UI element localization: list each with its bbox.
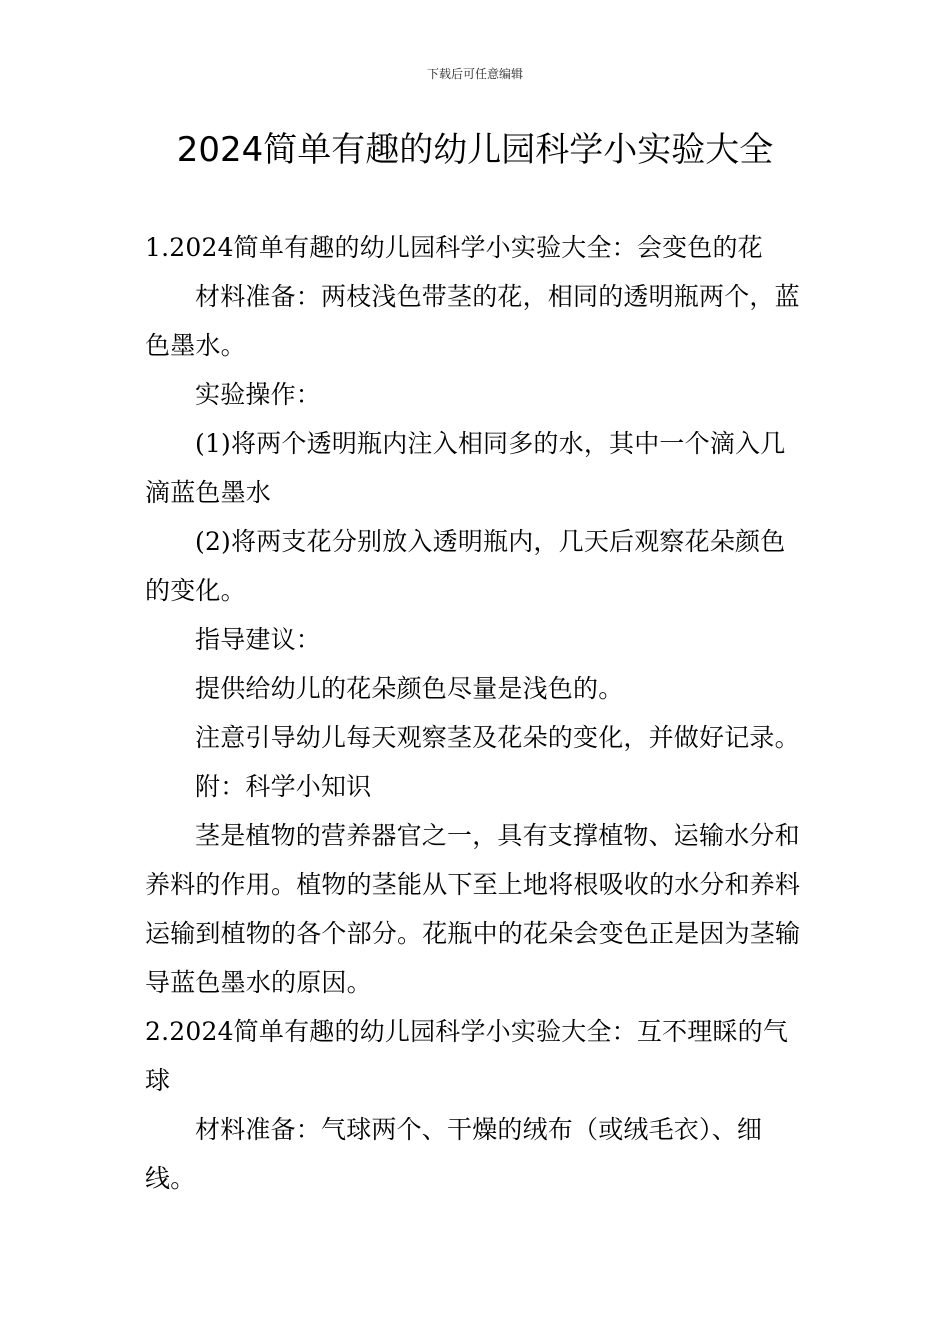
guidance-item-1: 提供给幼儿的花朵颜色尽量是浅色的。 <box>195 674 624 703</box>
materials-paragraph-2: 材料准备：气球两个、干燥的绒布（或绒毛衣）、细线。 <box>145 1115 763 1193</box>
guidance-item-2: 注意引导幼儿每天观察茎及花朵的变化，并做好记录。 <box>195 723 800 752</box>
materials-paragraph-1: 材料准备：两枝浅色带茎的花，相同的透明瓶两个，蓝色墨水。 <box>145 282 800 360</box>
procedure-step-1: (1)将两个透明瓶内注入相同多的水，其中一个滴入几滴蓝色墨水 <box>145 429 786 507</box>
page-header-note: 下载后可任意编辑 <box>426 67 523 81</box>
procedure-label-1: 实验操作： <box>195 380 322 409</box>
science-knowledge-paragraph: 茎是植物的营养器官之一，具有支撑植物、运输水分和养料的作用。植物的茎能从下至上地将根吸收的水分和养料运输到植物的各个部分。花瓶中的花朵会变色正是因为茎输导蓝色墨水的原因。 <box>145 821 801 997</box>
procedure-step-2: (2)将两支花分别放入透明瓶内，几天后观察花朵颜色的变化。 <box>145 527 786 605</box>
document-title: 2024简单有趣的幼儿园科学小实验大全 <box>176 130 774 170</box>
section-heading-1: 1.2024简单有趣的幼儿园科学小实验大全：会变色的花 <box>145 233 763 262</box>
appendix-label: 附：科学小知识 <box>195 772 372 801</box>
document-body <box>145 223 807 1203</box>
guidance-label: 指导建议： <box>195 625 322 654</box>
section-heading-2: 2.2024简单有趣的幼儿园科学小实验大全：互不理睬的气球 <box>145 1017 789 1095</box>
